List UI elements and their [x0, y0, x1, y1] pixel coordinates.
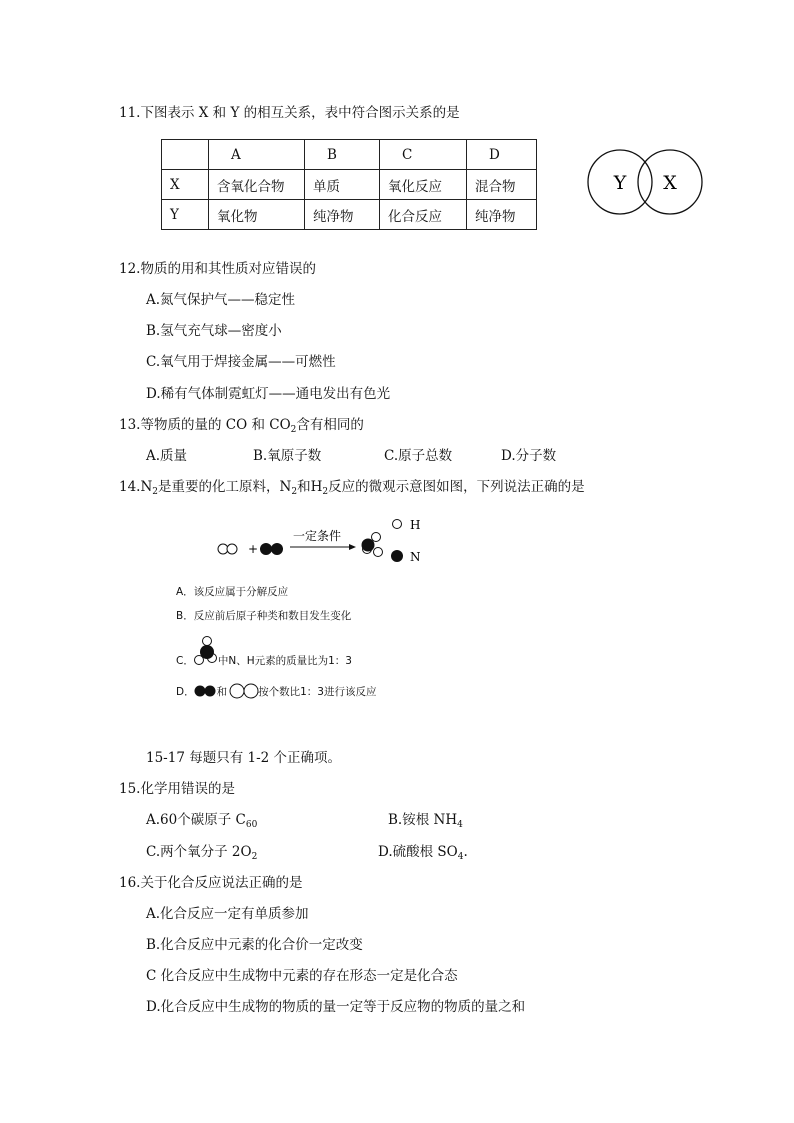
q14-stem-part: 是重要的化工原料，N [158, 479, 292, 495]
option-text: D.硫酸根 SO [378, 844, 458, 860]
q14-option-b: B．反应前后原子种类和数目发生变化 [176, 610, 352, 622]
nitrogen-atom-icon [260, 543, 272, 555]
table-row [162, 170, 537, 200]
q11-table [161, 139, 537, 230]
q14-stem-sub: 2 [152, 487, 159, 497]
nitrogen-atom-icon [362, 539, 375, 552]
q13-option-d: D.分子数 [501, 448, 557, 464]
table-cell: C [380, 140, 467, 170]
table-cell: 纯净物 [305, 200, 380, 230]
table-cell: 氧化物 [209, 200, 305, 230]
nitrogen-atom-icon [271, 543, 283, 555]
table-cell: 纯净物 [467, 200, 537, 230]
nitrogen-atom-icon [195, 686, 206, 697]
q12-option-b: B.氢气充气球—密度小 [146, 323, 282, 339]
table-cell: 混合物 [467, 170, 537, 200]
q14-option-a: A．该反应属于分解反应 [176, 586, 289, 598]
q13-option-a: A.质量 [146, 448, 188, 464]
arrow-head-icon [349, 544, 356, 550]
option-text: . [463, 844, 468, 860]
q13-stem-a: 13.等物质的量的 CO 和 CO [119, 417, 291, 433]
table-cell: X [162, 170, 209, 200]
table-cell: D [467, 140, 537, 170]
table-cell: 含氧化合物 [209, 170, 305, 200]
venn-diagram [582, 144, 712, 224]
q14-stem-sub: 2 [322, 487, 329, 497]
q11-stem: 11.下图表示 X 和 Y 的相互关系，表中符合图示关系的是 [119, 105, 460, 121]
venn-label-y: Y [613, 172, 627, 194]
q16-stem: 16.关于化合反应说法正确的是 [119, 875, 303, 891]
q13-stem-sub: 2 [290, 425, 297, 435]
option-text: C.两个氧分子 2O [146, 844, 252, 860]
q15-option-d [378, 843, 468, 861]
option-sub: 4 [457, 852, 464, 862]
reaction-diagram [214, 514, 434, 574]
hydrogen-atom-icon [227, 544, 237, 554]
q12-stem: 12.物质的用和其性质对应错误的 [119, 261, 316, 277]
section-note: 15-17 每题只有 1-2 个正确项。 [146, 750, 342, 766]
hydrogen-atom-icon [372, 533, 381, 542]
option-sub: 4 [457, 820, 463, 830]
ammonia-molecule-drawing [193, 636, 223, 666]
nitrogen-atom-icon [205, 686, 216, 697]
q16-option-c: C 化合反应中生成物中元素的存在形态一定是化合态 [146, 968, 458, 984]
q15-option-c [146, 843, 257, 861]
q15-option-b [388, 811, 463, 829]
option-text: A.60个碳原子 C [146, 812, 246, 828]
q16-option-b: B.化合反应中元素的化合价一定改变 [146, 937, 363, 953]
q12-option-a: A.氮气保护气——稳定性 [146, 292, 296, 308]
q14-stem-part: 反应的微观示意图如图，下列说法正确的是 [328, 479, 585, 495]
q13-stem [119, 416, 364, 434]
legend-nitrogen-icon [391, 550, 403, 562]
legend-h-label: H [410, 518, 421, 532]
table-row [162, 200, 537, 230]
legend-n-label: N [410, 550, 421, 564]
hydrogen-atom-icon [203, 637, 212, 646]
hydrogen-atom-icon [244, 684, 258, 698]
q15-stem: 15.化学用错误的是 [119, 781, 235, 797]
option-d-molecules [194, 682, 264, 702]
q14-stem-part: 和H [297, 479, 323, 495]
q16-option-a: A.化合反应一定有单质参加 [146, 906, 309, 922]
option-sub: 60 [245, 820, 258, 830]
q12-option-d: D.稀有气体制霓虹灯——通电发出有色光 [146, 386, 391, 402]
q12-option-c: C.氧气用于焊接金属——可燃性 [146, 354, 336, 370]
option-text: 中N、H元素的质量比为1：3 [217, 655, 352, 667]
legend-hydrogen-icon [393, 520, 402, 529]
plus-sign: + [248, 542, 259, 556]
venn-label-x: X [663, 172, 677, 194]
option-conjunction: 和 [216, 686, 228, 698]
table-cell: 氧化反应 [380, 170, 467, 200]
q14-stem-part: 14.N [119, 479, 153, 495]
q16-option-d: D.化合反应中生成物的物质的量一定等于反应物的物质的量之和 [146, 999, 526, 1015]
table-row [162, 140, 537, 170]
table-cell [162, 140, 209, 170]
nitrogen-atom-icon [200, 645, 214, 659]
q14-stem [119, 478, 585, 496]
option-text: 按个数比1：3进行该反应 [258, 686, 377, 698]
table-cell: A [209, 140, 305, 170]
reaction-condition: 一定条件 [293, 529, 342, 543]
table-cell: B [305, 140, 380, 170]
table-cell: 单质 [305, 170, 380, 200]
q13-option-b: B.氧原子数 [253, 448, 322, 464]
table-cell: Y [162, 200, 209, 230]
table-cell: 化合反应 [380, 200, 467, 230]
option-prefix: D． [176, 686, 195, 698]
q13-option-c: C.原子总数 [384, 448, 453, 464]
hydrogen-atom-icon [230, 684, 244, 698]
option-prefix: C． [176, 655, 194, 667]
option-sub: 2 [251, 852, 258, 862]
hydrogen-atom-icon [374, 548, 383, 557]
q14-stem-sub: 2 [291, 487, 298, 497]
q15-option-a [146, 811, 257, 829]
q13-stem-b: 含有相同的 [296, 417, 364, 433]
option-text: B.铵根 NH [388, 812, 458, 828]
